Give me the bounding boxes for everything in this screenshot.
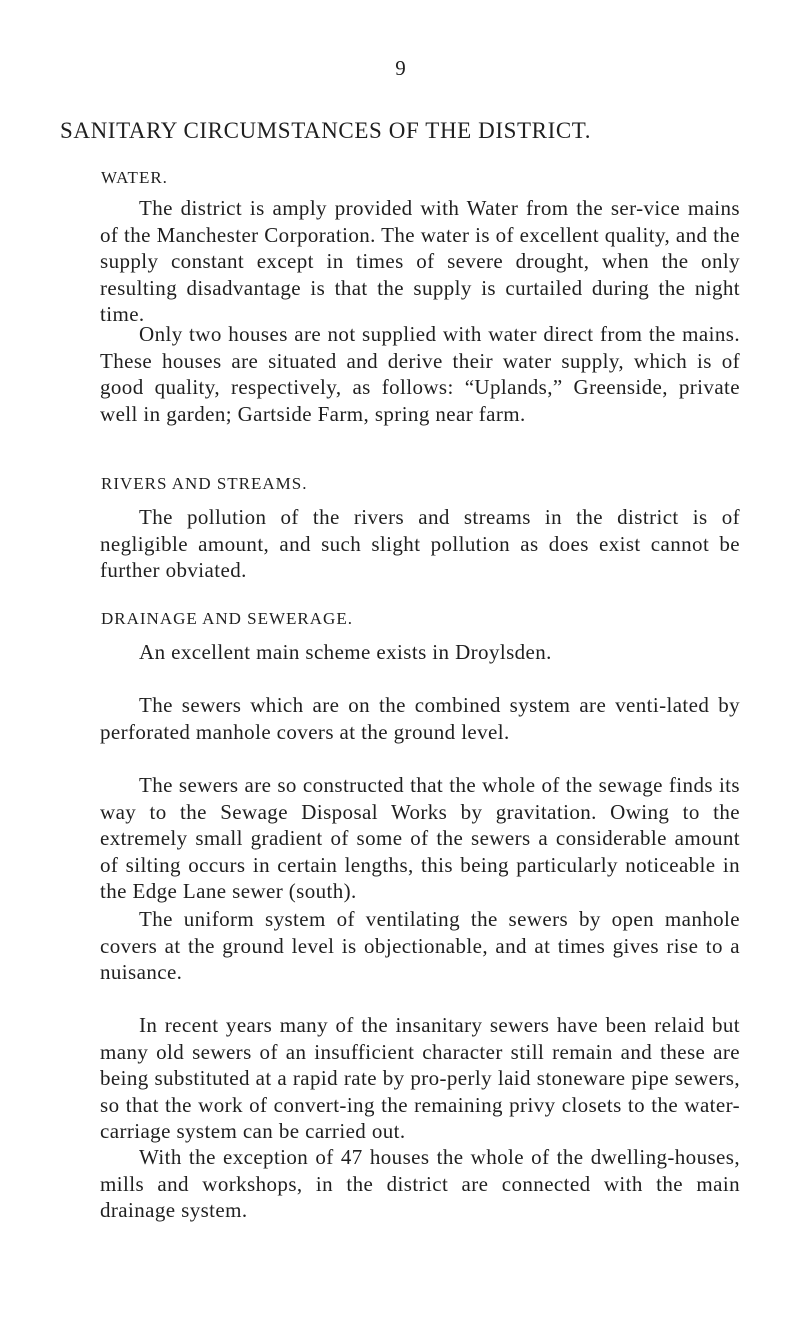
page-title: SANITARY CIRCUMSTANCES OF THE DISTRICT. xyxy=(60,118,592,143)
section-heading-drainage-sewerage: DRAINAGE AND SEWERAGE. xyxy=(101,609,353,628)
section-heading-water: WATER. xyxy=(101,168,168,187)
rivers-paragraph-1: The pollution of the rivers and streams in the district is of negligible amount, and such slight pollution as does exist cannot be further obviated. xyxy=(100,505,740,582)
water-paragraph-2: Only two houses are not supplied with water direct from the mains. These houses are situated and derive their water supply, which is of good quality, respectively, as follows: “Uplands,” Greenside, private well in garden; Gartside Farm, spring near farm. xyxy=(100,322,740,426)
drainage-paragraph-2: The sewers which are on the combined system are venti-lated by perforated manhole covers at the ground level. xyxy=(100,693,740,744)
section-heading-rivers-streams: RIVERS AND STREAMS. xyxy=(101,474,308,493)
drainage-paragraph-4: The uniform system of ventilating the sewers by open manhole covers at the ground level is objectionable, and at times gives rise to a nuisance. xyxy=(100,907,740,984)
page-number: 9 xyxy=(395,56,406,80)
drainage-paragraph-6: With the exception of 47 houses the whole of the dwelling-houses, mills and workshops, in the district are connected with the main drainage system. xyxy=(100,1145,740,1222)
water-paragraph-1: The district is amply provided with Water from the ser-vice mains of the Manchester Corporation. The water is of excellent quality, and the supply constant except in times of severe drought, when the only resulting disadvantage is that the supply is curtailed during the night time. xyxy=(100,196,740,326)
drainage-paragraph-3: The sewers are so constructed that the whole of the sewage finds its way to the Sewage Disposal Works by gravitation. Owing to the extremely small gradient of some of the sewers a considerable amount of silting occurs in certain lengths, this being particularly noticeable in the Edge Lane sewer (south). xyxy=(100,773,740,903)
drainage-paragraph-1: An excellent main scheme exists in Droylsden. xyxy=(139,640,552,664)
drainage-paragraph-5: In recent years many of the insanitary sewers have been relaid but many old sewers of an insufficient character still remain and these are being substituted at a rapid rate by pro-perly laid stoneware pipe sewers, so that the work of convert-ing the remaining privy closets to the water-carriage system can be carried out. xyxy=(100,1013,740,1143)
